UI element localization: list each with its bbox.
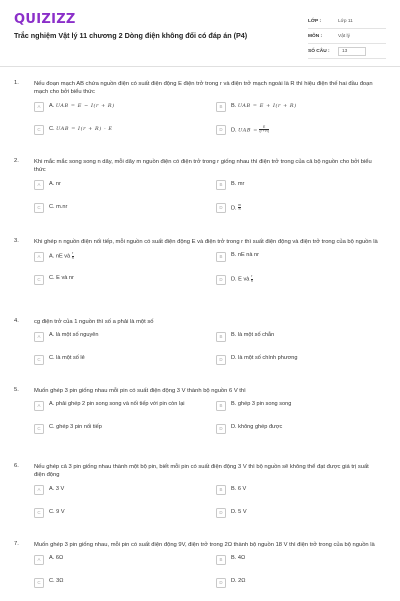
header-divider bbox=[0, 66, 400, 67]
option-letter-box: D bbox=[216, 355, 226, 365]
option-b[interactable] bbox=[216, 401, 376, 411]
option-text bbox=[231, 181, 376, 188]
option-letter-box: C bbox=[34, 203, 44, 213]
question-text: Nếu ghép cả 3 pin giống nhau thành một bộ pin, biết mỗi pin có suất điện động 3 V thì bộ nguồn sẽ không thể đạt được giá trị suất điện động bbox=[34, 464, 369, 479]
option-prefix: D. bbox=[231, 355, 237, 362]
page-title: Trắc nghiệm Vật lý 11 chương 2 Dòng điện không đổi có đáp án (P4) bbox=[14, 31, 248, 40]
option-value: 2Ω bbox=[238, 578, 246, 585]
option-letter-box: B bbox=[216, 102, 226, 112]
option-letter-box: D bbox=[216, 125, 226, 135]
question-number: 1. bbox=[14, 80, 19, 86]
option-letter-box: C bbox=[34, 275, 44, 285]
fraction-denominator: n bbox=[238, 207, 241, 212]
option-letter-box: B bbox=[216, 252, 226, 262]
option-letter-box: C bbox=[34, 125, 44, 135]
option-value: là một số lẻ bbox=[56, 355, 85, 362]
option-text bbox=[231, 401, 376, 408]
option-prefix: C. bbox=[49, 578, 55, 585]
question-text: Khi mắc mắc song song n dãy, mỗi dãy m nguồn điện có điện trở trong r giống nhau thì điện trở trong của cả bộ nguồn cho bởi biểu thức bbox=[34, 159, 372, 174]
option-text bbox=[231, 252, 376, 259]
option-value: E và bbox=[238, 276, 250, 283]
option-d[interactable] bbox=[216, 509, 376, 519]
meta-value: 13 bbox=[338, 47, 366, 56]
option-b[interactable] bbox=[216, 103, 376, 113]
option-text bbox=[231, 509, 376, 516]
option-letter-box: C bbox=[34, 355, 44, 365]
option-text bbox=[49, 332, 194, 339]
option-text bbox=[49, 181, 194, 188]
meta-row-subject bbox=[308, 29, 386, 44]
option-letter-box: B bbox=[216, 485, 226, 495]
option-b[interactable] bbox=[216, 181, 376, 191]
option-letter-box: A bbox=[34, 555, 44, 565]
meta-value: Vật lý bbox=[338, 33, 350, 39]
option-a[interactable] bbox=[34, 181, 194, 191]
option-prefix: A. bbox=[49, 253, 55, 260]
option-fraction bbox=[259, 126, 268, 134]
option-list bbox=[34, 103, 386, 149]
option-prefix: A. bbox=[49, 180, 55, 187]
option-letter-box: A bbox=[34, 485, 44, 495]
option-letter-box: A bbox=[34, 102, 44, 112]
option-text bbox=[49, 424, 194, 431]
question-3 bbox=[14, 238, 386, 298]
question-7 bbox=[14, 541, 386, 601]
option-prefix: A. bbox=[49, 332, 55, 339]
fraction-denominator: (r + R) bbox=[259, 129, 269, 134]
option-value: nE và bbox=[55, 253, 71, 260]
option-text bbox=[49, 355, 194, 362]
option-value: phải ghép 2 pin song song và nối tiếp với pin còn lại bbox=[55, 401, 185, 408]
fraction-numerator: r bbox=[72, 251, 74, 256]
option-list bbox=[34, 486, 386, 532]
option-text bbox=[49, 509, 194, 516]
option-prefix: C. bbox=[49, 508, 55, 515]
question-text: cg điện trở của 1 nguồn thì số a phải là một số bbox=[34, 319, 154, 325]
option-value: không ghép được bbox=[238, 424, 283, 431]
option-a[interactable] bbox=[34, 252, 194, 262]
option-c[interactable] bbox=[34, 509, 194, 519]
option-prefix: C. bbox=[49, 275, 55, 282]
meta-value: Lớp 11 bbox=[338, 18, 353, 24]
option-formula: UAB = E + I(r + R) bbox=[237, 102, 297, 109]
fraction-numerator: m bbox=[238, 202, 241, 207]
option-b[interactable] bbox=[216, 486, 376, 496]
option-prefix: B. bbox=[231, 401, 237, 408]
option-formula: UAB = E − I(r + R) bbox=[55, 102, 115, 109]
option-prefix: A. bbox=[49, 485, 55, 492]
option-value: 5 V bbox=[238, 508, 247, 515]
option-letter-box: D bbox=[216, 578, 226, 588]
option-prefix: D. bbox=[231, 424, 237, 431]
option-text bbox=[231, 355, 376, 362]
option-text bbox=[49, 578, 194, 585]
option-prefix: C. bbox=[49, 125, 55, 132]
option-b[interactable] bbox=[216, 332, 376, 342]
quizizz-logo[interactable]: QUIZIZZ bbox=[14, 12, 76, 27]
option-prefix: C. bbox=[49, 355, 55, 362]
option-text bbox=[49, 126, 194, 133]
option-formula: UAB = I(r + R) - E bbox=[56, 125, 113, 132]
option-fraction bbox=[238, 204, 241, 212]
option-value: 6Ω bbox=[55, 555, 64, 562]
option-letter-box: B bbox=[216, 555, 226, 565]
option-letter-box: A bbox=[34, 332, 44, 342]
option-value: là một số chẵn bbox=[237, 332, 275, 339]
option-d[interactable] bbox=[216, 275, 376, 285]
option-a[interactable] bbox=[34, 401, 194, 411]
option-a[interactable] bbox=[34, 486, 194, 496]
question-text: Muốn ghép 3 pin giống nhau mỗi pin có suất điện động 3 V thành bộ nguồn 6 V thì bbox=[34, 388, 246, 394]
question-number: 7. bbox=[14, 541, 19, 547]
meta-label: MÔN : bbox=[308, 33, 323, 39]
option-prefix: B. bbox=[231, 252, 237, 259]
option-value: E và nr bbox=[56, 275, 74, 282]
fraction-denominator: n bbox=[250, 278, 253, 283]
option-value: ghép 3 pin song song bbox=[237, 401, 292, 408]
option-value: 3Ω bbox=[56, 578, 64, 585]
option-prefix: C. bbox=[49, 424, 55, 431]
option-d[interactable] bbox=[216, 126, 376, 136]
question-number: 2. bbox=[14, 158, 19, 164]
option-b[interactable] bbox=[216, 555, 376, 565]
fraction-denominator: n bbox=[71, 255, 74, 260]
option-prefix: D. bbox=[231, 508, 237, 515]
option-text bbox=[231, 204, 376, 212]
option-prefix: D. bbox=[231, 578, 237, 585]
option-letter-box: B bbox=[216, 180, 226, 190]
option-text bbox=[49, 252, 194, 260]
option-d[interactable] bbox=[216, 578, 376, 588]
option-list bbox=[34, 401, 386, 447]
option-prefix: B. bbox=[231, 555, 237, 562]
option-text bbox=[49, 486, 194, 493]
meta-row-class bbox=[308, 14, 386, 29]
question-1 bbox=[14, 80, 386, 149]
question-6 bbox=[14, 463, 386, 532]
option-text bbox=[49, 401, 194, 408]
option-value: là một số chính phương bbox=[238, 355, 298, 362]
option-text bbox=[231, 126, 376, 134]
option-fraction bbox=[251, 275, 253, 283]
option-value: 4Ω bbox=[237, 555, 246, 562]
option-letter-box: D bbox=[216, 424, 226, 434]
option-value: 6 V bbox=[237, 485, 247, 492]
option-c[interactable] bbox=[34, 355, 194, 365]
option-prefix: B. bbox=[231, 180, 237, 187]
option-list bbox=[34, 181, 386, 227]
question-number: 5. bbox=[14, 387, 19, 393]
option-prefix: D. bbox=[231, 276, 237, 283]
option-prefix: A. bbox=[49, 401, 55, 408]
option-letter-box: B bbox=[216, 401, 226, 411]
meta-row-count bbox=[308, 44, 386, 59]
option-prefix: B. bbox=[231, 102, 237, 109]
option-letter-box: C bbox=[34, 424, 44, 434]
option-c[interactable] bbox=[34, 204, 194, 214]
option-letter-box: C bbox=[34, 508, 44, 518]
question-number: 4. bbox=[14, 318, 19, 324]
question-text: Khi ghép n nguồn điện nối tiếp, mỗi nguồn có suất điện động E và điện trở trong r thì suất điện động và điện trở trong của bộ nguồn là bbox=[34, 239, 378, 245]
option-prefix: D. bbox=[231, 127, 237, 134]
option-letter-box: D bbox=[216, 508, 226, 518]
option-a[interactable] bbox=[34, 555, 194, 565]
option-value: m.nr bbox=[56, 203, 68, 210]
option-value: nr bbox=[55, 180, 61, 187]
meta-label: SỐ CÂU : bbox=[308, 48, 330, 54]
option-letter-box: D bbox=[216, 203, 226, 213]
fraction-numerator: r bbox=[251, 274, 253, 279]
option-text bbox=[231, 332, 376, 339]
option-text bbox=[49, 555, 194, 562]
option-value: nE nà nr bbox=[237, 252, 260, 259]
option-letter-box: A bbox=[34, 180, 44, 190]
option-a[interactable] bbox=[34, 103, 194, 113]
option-value: 3 V bbox=[55, 485, 65, 492]
option-a[interactable] bbox=[34, 332, 194, 342]
option-letter-box: C bbox=[34, 578, 44, 588]
option-text bbox=[231, 275, 376, 283]
question-text: Nếu đoạn mạch AB chứa nguồn điện có suất điện động E điện trở trong r và điện trở mạch ngoài là R thì hiệu điện thế hai đầu đoạn mạch cho bởi biểu thức bbox=[34, 81, 373, 96]
option-text bbox=[231, 486, 376, 493]
question-2 bbox=[14, 158, 386, 227]
option-text bbox=[231, 555, 376, 562]
fraction-numerator: E bbox=[259, 126, 268, 130]
option-value: mr bbox=[237, 180, 245, 187]
option-c[interactable] bbox=[34, 275, 194, 285]
option-d[interactable] bbox=[216, 204, 376, 214]
option-text bbox=[49, 275, 194, 282]
option-prefix: B. bbox=[231, 485, 237, 492]
option-text bbox=[49, 103, 194, 110]
meta-panel bbox=[308, 14, 386, 59]
option-value: là một số nguyên bbox=[55, 332, 99, 339]
option-prefix: A. bbox=[49, 102, 55, 109]
option-letter-box: A bbox=[34, 401, 44, 411]
meta-label: LỚP : bbox=[308, 18, 322, 24]
option-formula: UAB = bbox=[238, 127, 258, 134]
question-number: 3. bbox=[14, 238, 19, 244]
option-text bbox=[49, 204, 194, 211]
question-text: Muốn ghép 3 pin giống nhau, mỗi pin có suất điện động 9V, điện trở trong 2Ω thành bộ nguồn 18 V thì điện trở trong của bộ nguồn là bbox=[34, 542, 375, 548]
option-value: ghép 3 pin nối tiếp bbox=[56, 424, 102, 431]
option-prefix: A. bbox=[49, 555, 55, 562]
option-text bbox=[231, 103, 376, 110]
option-d[interactable] bbox=[216, 424, 376, 434]
option-c[interactable] bbox=[34, 424, 194, 434]
option-b[interactable] bbox=[216, 252, 376, 262]
option-letter-box: D bbox=[216, 275, 226, 285]
question-number: 6. bbox=[14, 463, 19, 469]
option-prefix: C. bbox=[49, 203, 55, 210]
option-c[interactable] bbox=[34, 126, 194, 136]
option-fraction bbox=[72, 252, 74, 260]
option-value: 9 V bbox=[56, 508, 65, 515]
option-prefix: D. bbox=[231, 205, 237, 212]
option-text bbox=[231, 578, 376, 585]
option-list bbox=[34, 252, 386, 298]
option-c[interactable] bbox=[34, 578, 194, 588]
option-text bbox=[231, 424, 376, 431]
option-list bbox=[34, 332, 386, 378]
option-prefix: B. bbox=[231, 332, 237, 339]
option-list bbox=[34, 555, 386, 601]
question-4 bbox=[14, 318, 386, 378]
question-5 bbox=[14, 387, 386, 447]
option-letter-box: A bbox=[34, 252, 44, 262]
option-letter-box: B bbox=[216, 332, 226, 342]
option-d[interactable] bbox=[216, 355, 376, 365]
